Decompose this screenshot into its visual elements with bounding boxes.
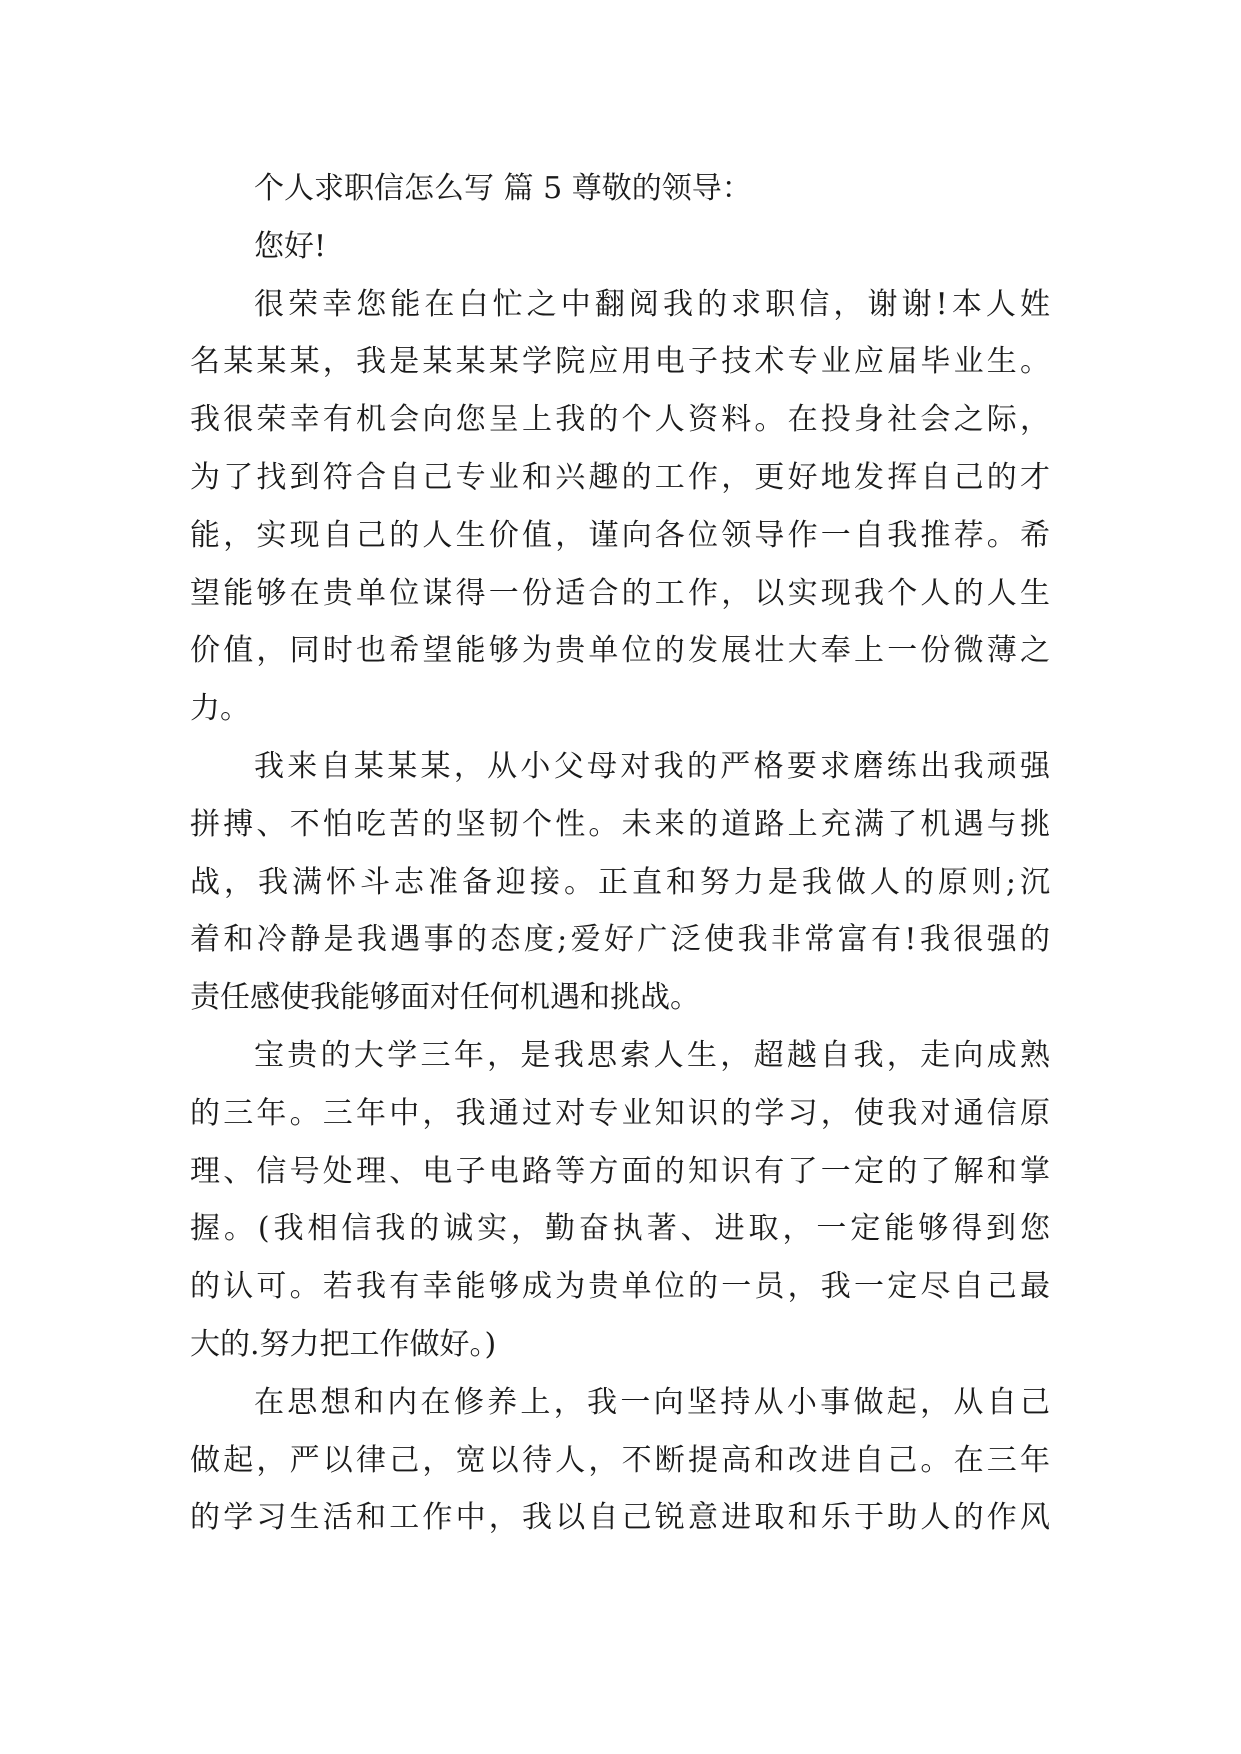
text-line: 我很荣幸有机会向您呈上我的个人资料。在投身社会之际， xyxy=(190,402,1050,438)
text-line: 的认可。若我有幸能够成为贵单位的一员，我一定尽自己最 xyxy=(190,1269,1050,1305)
letter-body xyxy=(190,160,1050,1547)
text-line: 拼搏、不怕吃苦的坚韧个性。未来的道路上充满了机遇与挑 xyxy=(190,806,1050,842)
text-line: 在思想和内在修养上，我一向坚持从小事做起，从自己 xyxy=(254,1384,1050,1420)
text-line: 我来自某某某，从小父母对我的严格要求磨练出我顽强 xyxy=(254,748,1050,784)
text-line: 理、信号处理、电子电路等方面的知识有了一定的了解和掌 xyxy=(190,1153,1050,1189)
text-line: 宝贵的大学三年，是我思索人生，超越自我，走向成熟 xyxy=(254,1037,1050,1073)
text-line: 着和冷静是我遇事的态度;爱好广泛使我非常富有!我很强的 xyxy=(190,922,1050,958)
text-line: 为了找到符合自己专业和兴趣的工作，更好地发挥自己的才 xyxy=(190,459,1050,495)
text-line: 名某某某，我是某某某学院应用电子技术专业应届毕业生。 xyxy=(190,344,1050,380)
text-line: 的学习生活和工作中，我以自己锐意进取和乐于助人的作风 xyxy=(190,1500,1050,1536)
text-line: 个人求职信怎么写 篇 5 尊敬的领导： xyxy=(254,171,752,206)
text-line: 的三年。三年中，我通过对专业知识的学习，使我对通信原 xyxy=(190,1095,1050,1131)
text-line: 力。 xyxy=(190,691,250,727)
text-line: 能，实现自己的人生价值，谨向各位领导作一自我推荐。希 xyxy=(190,517,1050,553)
text-line: 大的.努力把工作做好。) xyxy=(190,1326,497,1362)
text-line: 很荣幸您能在白忙之中翻阅我的求职信，谢谢!本人姓 xyxy=(254,286,1050,322)
text-line: 责任感使我能够面对任何机遇和挑战。 xyxy=(190,980,700,1016)
text-line: 做起，严以律己，宽以待人，不断提高和改进自己。在三年 xyxy=(190,1442,1050,1478)
text-line: 握。(我相信我的诚实，勤奋执著、进取，一定能够得到您 xyxy=(190,1211,1050,1247)
text-line: 价值，同时也希望能够为贵单位的发展壮大奉上一份微薄之 xyxy=(190,633,1050,669)
text-line: 战，我满怀斗志准备迎接。正直和努力是我做人的原则;沉 xyxy=(190,864,1050,900)
text-line: 望能够在贵单位谋得一份适合的工作，以实现我个人的人生 xyxy=(190,575,1050,611)
text-line: 您好! xyxy=(254,228,327,264)
